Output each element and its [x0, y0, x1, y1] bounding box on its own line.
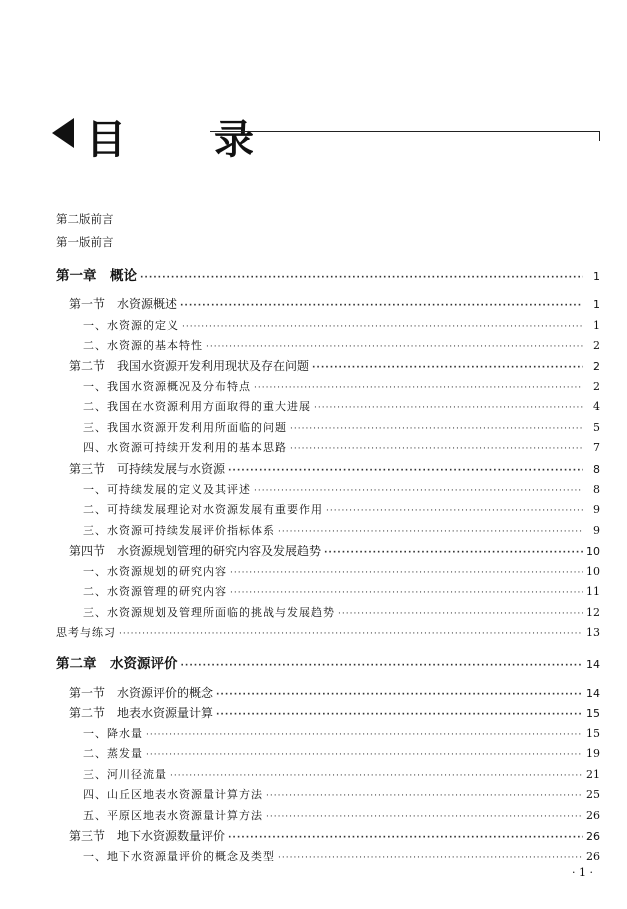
toc-leader-dots: [230, 568, 583, 578]
toc-leader-dots: [254, 486, 583, 496]
toc-leader-dots: [216, 710, 583, 720]
toc-leader-dots: [146, 750, 583, 760]
toc-label: 一、我国水资源概况及分布特点: [83, 380, 251, 393]
toc-leader-dots: [266, 791, 583, 801]
toc-item[interactable]: [0, 317, 627, 333]
toc-page-number: 14: [586, 658, 600, 671]
toc-chapter[interactable]: [0, 652, 627, 672]
toc-leader-dots: [228, 466, 583, 476]
toc-label: 第四节 水资源规划管理的研究内容及发展趋势: [69, 544, 322, 558]
toc-leader-dots: [290, 424, 583, 434]
toc-label: 三、我国水资源开发利用所面临的问题: [83, 421, 287, 434]
toc-item[interactable]: [0, 563, 627, 579]
toc-page-number: 2: [593, 380, 600, 393]
toc-item[interactable]: [0, 745, 627, 761]
toc-section[interactable]: [0, 684, 627, 701]
toc-page-number: 21: [586, 768, 600, 781]
toc-label: 第一章 概论: [56, 268, 137, 284]
toc-label: 二、水资源的基本特性: [83, 339, 203, 352]
toc-label: 三、河川径流量: [83, 768, 167, 781]
toc-leader-dots: [324, 548, 583, 558]
title-rule-end-tick: [599, 131, 600, 141]
toc-section[interactable]: [0, 460, 627, 477]
toc-item[interactable]: [0, 501, 627, 517]
toc-page-number: 26: [586, 850, 600, 863]
toc-page-number: 1: [593, 298, 600, 311]
toc-page-number: 11: [586, 585, 600, 598]
toc-page-number: 9: [593, 503, 600, 516]
toc-label: 思考与练习: [56, 626, 116, 639]
toc-label: 二、水资源管理的研究内容: [83, 585, 227, 598]
preface-second-edition[interactable]: 第二版前言: [56, 212, 114, 226]
toc-label: 三、水资源规划及管理所面临的挑战与发展趋势: [83, 606, 335, 619]
toc-leader-dots: [338, 609, 583, 619]
toc-leader-dots: [182, 322, 583, 332]
toc-item[interactable]: [0, 481, 627, 497]
toc-page-number: 2: [593, 339, 600, 352]
toc-leader-dots: [180, 301, 583, 311]
toc-label: 五、平原区地表水资源量计算方法: [83, 809, 263, 822]
toc-leader-dots: [230, 588, 583, 598]
toc-page-number: 4: [593, 400, 600, 413]
toc-item[interactable]: [0, 439, 627, 455]
toc-leader-dots: [216, 690, 583, 700]
toc-label: 一、水资源的定义: [83, 319, 179, 332]
toc-page-number: 7: [593, 441, 600, 454]
toc-item[interactable]: [0, 604, 627, 620]
toc-section[interactable]: [0, 357, 627, 374]
toc-label: 一、地下水资源量评价的概念及类型: [83, 850, 275, 863]
toc-leader-dots: [266, 812, 583, 822]
toc-label: 四、水资源可持续开发利用的基本思路: [83, 441, 287, 454]
toc-page-number: 10: [586, 545, 600, 558]
toc-page-number: 15: [586, 707, 600, 720]
toc-label: 第二节 地表水资源量计算: [69, 706, 214, 720]
toc-item[interactable]: [0, 398, 627, 414]
toc-leader-dots: [278, 527, 583, 537]
toc-item[interactable]: [0, 378, 627, 394]
toc-label: 三、水资源可持续发展评价指标体系: [83, 524, 275, 537]
toc-section[interactable]: [0, 295, 627, 312]
toc-label: 二、我国在水资源利用方面取得的重大进展: [83, 400, 311, 413]
toc-page-number: 2: [593, 360, 600, 373]
toc-leader-dots: [228, 833, 583, 843]
toc-page-number: 26: [586, 830, 600, 843]
toc-leader-dots: [119, 629, 583, 639]
toc-leader-dots: [290, 444, 583, 454]
toc-item[interactable]: [0, 786, 627, 802]
page-number: · 1 ·: [572, 866, 593, 879]
toc-item[interactable]: [0, 848, 627, 864]
toc-chapter[interactable]: [0, 264, 627, 284]
toc-page-number: 1: [593, 270, 600, 283]
toc-page-number: 1: [593, 319, 600, 332]
toc-exercises[interactable]: [0, 624, 627, 640]
toc-label: 二、可持续发展理论对水资源发展有重要作用: [83, 503, 323, 516]
toc-page-number: 5: [593, 421, 600, 434]
toc-leader-dots: [254, 383, 583, 393]
toc-page-number: 10: [586, 565, 600, 578]
toc-title-block: [52, 112, 602, 163]
toc-leader-dots: [181, 661, 584, 671]
toc-item[interactable]: [0, 725, 627, 741]
toc-page-number: 19: [586, 747, 600, 760]
toc-page-number: 12: [586, 606, 600, 619]
toc-label: 一、水资源规划的研究内容: [83, 565, 227, 578]
toc-item[interactable]: [0, 522, 627, 538]
toc-leader-dots: [140, 273, 583, 283]
triangle-marker-icon: [52, 118, 74, 148]
toc-page-number: 8: [593, 463, 600, 476]
toc-label: 一、降水量: [83, 727, 143, 740]
toc-page-number: 26: [586, 809, 600, 822]
toc-page-number: 15: [586, 727, 600, 740]
toc-page-number: 25: [586, 788, 600, 801]
toc-section[interactable]: [0, 827, 627, 844]
toc-page-number: 13: [586, 626, 600, 639]
toc-item[interactable]: [0, 583, 627, 599]
toc-page-number: 9: [593, 524, 600, 537]
toc-item[interactable]: [0, 419, 627, 435]
toc-leader-dots: [146, 730, 583, 740]
toc-label: 二、蒸发量: [83, 747, 143, 760]
toc-label: 第二节 我国水资源开发利用现状及存在问题: [69, 359, 310, 373]
toc-leader-dots: [326, 506, 583, 516]
toc-label: 第一节 水资源概述: [69, 297, 178, 311]
toc-section[interactable]: [0, 704, 627, 721]
toc-leader-dots: [206, 342, 583, 352]
toc-item[interactable]: [0, 807, 627, 823]
toc-item[interactable]: [0, 766, 627, 782]
preface-first-edition[interactable]: 第一版前言: [56, 235, 114, 249]
toc-section[interactable]: [0, 542, 627, 559]
toc-leader-dots: [312, 363, 583, 373]
page-title: 目 录: [86, 117, 278, 163]
title-rule-divider: [210, 131, 600, 132]
toc-label: 第二章 水资源评价: [56, 656, 178, 672]
toc-label: 第三节 地下水资源数量评价: [69, 829, 226, 843]
toc-item[interactable]: [0, 337, 627, 353]
toc-label: 四、山丘区地表水资源量计算方法: [83, 788, 263, 801]
toc-leader-dots: [314, 403, 583, 413]
toc-label: 第一节 水资源评价的概念: [69, 686, 214, 700]
toc-page-number: 14: [586, 687, 600, 700]
toc-leader-dots: [170, 771, 583, 781]
toc-label: 一、可持续发展的定义及其评述: [83, 483, 251, 496]
toc-leader-dots: [278, 853, 583, 863]
toc-page-number: 8: [593, 483, 600, 496]
toc-label: 第三节 可持续发展与水资源: [69, 462, 226, 476]
